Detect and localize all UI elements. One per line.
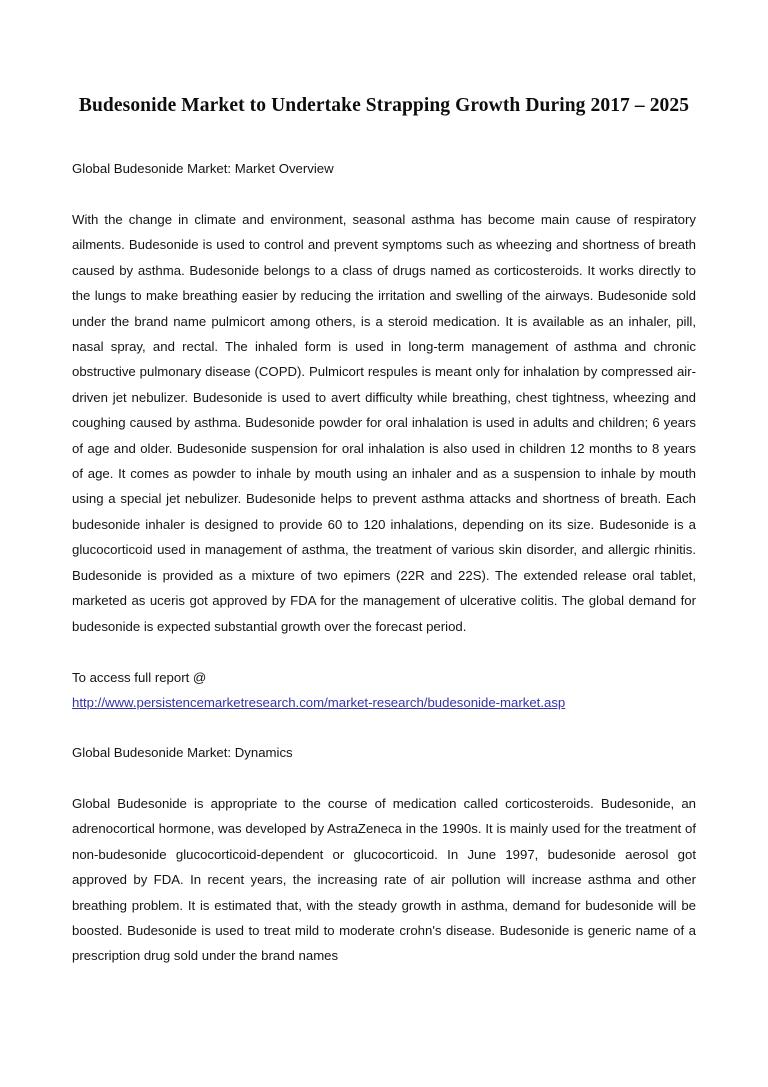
access-report-label: To access full report @: [72, 669, 207, 685]
report-url-link[interactable]: http://www.persistencemarketresearch.com/market-research/budesonide-market.asp: [72, 694, 566, 710]
heading-spacer-2: [72, 765, 696, 791]
access-report-link-line: [72, 690, 696, 715]
page-title: Budesonide Market to Undertake Strapping Growth During 2017 – 2025: [78, 95, 690, 116]
section-heading-market-overview: Global Budesonide Market: Market Overview: [72, 161, 334, 176]
document-content: [72, 0, 696, 969]
section-heading-dynamics: Global Budesonide Market: Dynamics: [72, 744, 293, 760]
link-spacer: [72, 715, 696, 740]
title-spacer: [72, 119, 696, 156]
paragraph-dynamics: Global Budesonide is appropriate to the course of medication called corticosteroids. Budesonide, an adrenocortical hormone, was developed by AstraZeneca in the 1990s. It is mainly used for the treatment of non-budesonide glucocorticoid-dependent or glucocorticoid. In June 1997, budesonide aerosol got approved by FDA. In recent years, the increasing rate of air pollution will increase asthma and other breathing problem. It is estimated that, with the steady growth in asthma, demand for budesonide will be boosted. Budesonide is used to treat mild to moderate crohn's disease. Budesonide is generic name of a prescription drug sold under the brand names: [72, 795, 696, 964]
paragraph-market-overview: With the change in climate and environment, seasonal asthma has become main cause of respiratory ailments. Budesonide is used to control and prevent symptoms such as wheezing and shortness of breath caused by asthma. Budesonide belongs to a class of drugs named as corticosteroids. It works directly to the lungs to make breathing easier by reducing the irritation and swelling of the airways. Budesonide sold under the brand name pulmicort among others, is a steroid medication. It is available as an inhaler, pill, nasal spray, and rectal. The inhaled form is used in long-term management of asthma and chronic obstructive pulmonary disease (COPD). Pulmicort respules is meant only for inhalation by compressed air-driven jet nebulizer. Budesonide is used to avert difficulty while breathing, chest tightness, wheezing and coughing caused by asthma. Budesonide powder for oral inhalation is used in adults and children; 6 years of age and older. Budesonide suspension for oral inhalation is also used in children 12 months to 8 years of age. It comes as powder to inhale by mouth using an inhaler and as a suspension to inhale by mouth using a special jet nebulizer. Budesonide helps to prevent asthma attacks and shortness of breath. Each budesonide inhaler is designed to provide 60 to 120 inhalations, depending on its size. Budesonide is a glucocorticoid used in management of asthma, the treatment of various skin disorder, and allergic rhinitis. Budesonide is provided as a mixture of two epimers (22R and 22S). The extended release oral tablet, marketed as uceris got approved by FDA for the management of ulcerative colitis. The global demand for budesonide is expected substantial growth over the forecast period.: [72, 212, 696, 634]
heading-spacer-1: [72, 181, 696, 207]
paragraph-spacer-1: [72, 639, 696, 665]
